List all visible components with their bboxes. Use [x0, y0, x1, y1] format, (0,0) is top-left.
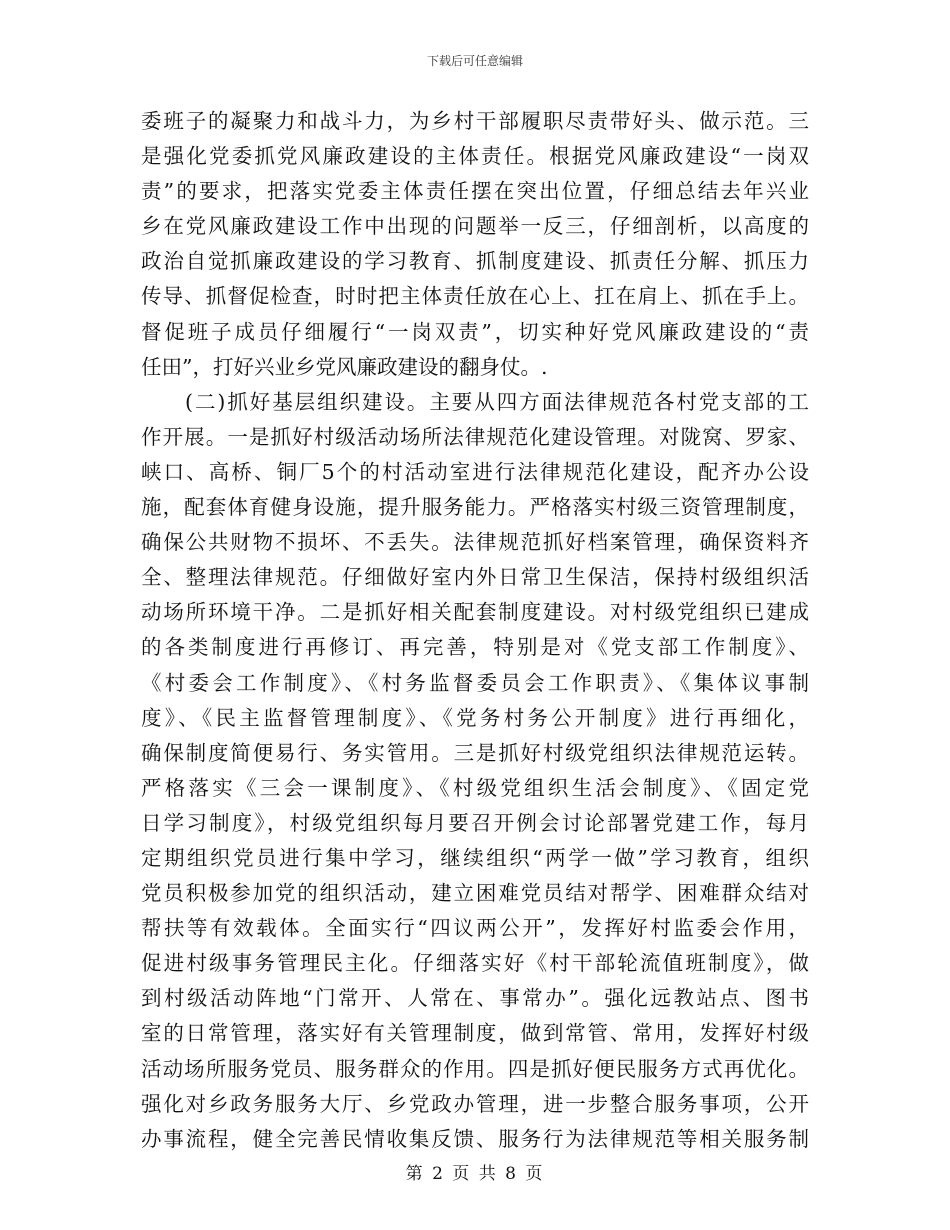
text-line: 到村级活动阵地“门常开、人常在、事常办”。强化远教站点、图书 — [141, 986, 809, 1011]
text-line: 督促班子成员仔细履行“一岗双责”，切实种好党风廉政建设的“责 — [141, 319, 809, 344]
text-line: 政治自觉抓廉政建设的学习教育、抓制度建设、抓责任分解、抓压力 — [141, 249, 809, 274]
text-line: 是强化党委抓党风廉政建设的主体责任。根据党风廉政建设“一岗双 — [141, 144, 809, 169]
text-line: 乡在党风廉政建设工作中出现的问题举一反三，仔细剖析，以高度的 — [141, 214, 809, 239]
text-line: 党员积极参加党的组织活动，建立困难党员结对帮学、困难群众结对 — [141, 881, 809, 906]
text-line: 帮扶等有效载体。全面实行“四议两公开”，发挥好村监委会作用， — [141, 916, 809, 941]
text-line: 严格落实《三会一课制度》、《村级党组织生活会制度》、《固定党 — [141, 775, 809, 800]
text-line: 全、整理法律规范。仔细做好室内外日常卫生保洁，保持村级组织活 — [141, 565, 809, 590]
text-line: 办事流程，健全完善民情收集反馈、服务行为法律规范等相关服务制 — [141, 1126, 809, 1151]
page-number-footer: 第 2 页 共 8 页 — [405, 1164, 545, 1184]
text-line: 度》、《民主监督管理制度》、《党务村务公开制度》进行再细化， — [141, 705, 809, 730]
text-line: 传导、抓督促检查，时时把主体责任放在心上、扛在肩上、抓在手上。 — [141, 284, 809, 309]
text-line: 任田”，打好兴业乡党风廉政建设的翻身仗。. — [141, 354, 548, 379]
text-line: 确保公共财物不损坏、不丢失。法律规范抓好档案管理，确保资料齐 — [141, 530, 809, 555]
text-line: 委班子的凝聚力和战斗力，为乡村干部履职尽责带好头、做示范。三 — [141, 109, 809, 133]
text-line: 峡口、高桥、铜厂5个的村活动室进行法律规范化建设，配齐办公设 — [141, 459, 809, 484]
text-line: 确保制度简便易行、务实管用。三是抓好村级党组织法律规范运转。 — [141, 740, 809, 765]
text-line: 动场所环境干净。二是抓好相关配套制度建设。对村级党组织已建成 — [141, 600, 809, 625]
paragraph-start-line: (二)抓好基层组织建设。主要从四方面法律规范各村党支部的工 — [185, 389, 809, 414]
text-line: 室的日常管理，落实好有关管理制度，做到常管、常用，发挥好村级 — [141, 1021, 809, 1046]
text-line: 作开展。一是抓好村级活动场所法律规范化建设管理。对陇窝、罗家、 — [141, 424, 809, 449]
text-line: 日学习制度》，村级党组织每月要召开例会讨论部署党建工作，每月 — [141, 810, 809, 835]
text-line: 责”的要求，把落实党委主体责任摆在突出位置，仔细总结去年兴业 — [141, 179, 809, 204]
text-line: 活动场所服务党员、服务群众的作用。四是抓好便民服务方式再优化。 — [141, 1056, 809, 1081]
text-line: 《村委会工作制度》、《村务监督委员会工作职责》、《集体议事制 — [141, 670, 809, 695]
text-line: 强化对乡政务服务大厅、乡党政办管理，进一步整合服务事项，公开 — [141, 1091, 809, 1116]
body-text — [141, 104, 809, 1157]
text-line: 促进村级事务管理民主化。仔细落实好《村干部轮流值班制度》，做 — [141, 951, 809, 976]
page-header: 下载后可任意编辑 — [426, 54, 523, 68]
text-line: 定期组织党员进行集中学习，继续组织“两学一做”学习教育，组织 — [141, 845, 809, 870]
text-line: 的各类制度进行再修订、再完善，特别是对《党支部工作制度》、 — [141, 635, 809, 660]
text-line: 施，配套体育健身设施，提升服务能力。严格落实村级三资管理制度， — [141, 495, 809, 520]
